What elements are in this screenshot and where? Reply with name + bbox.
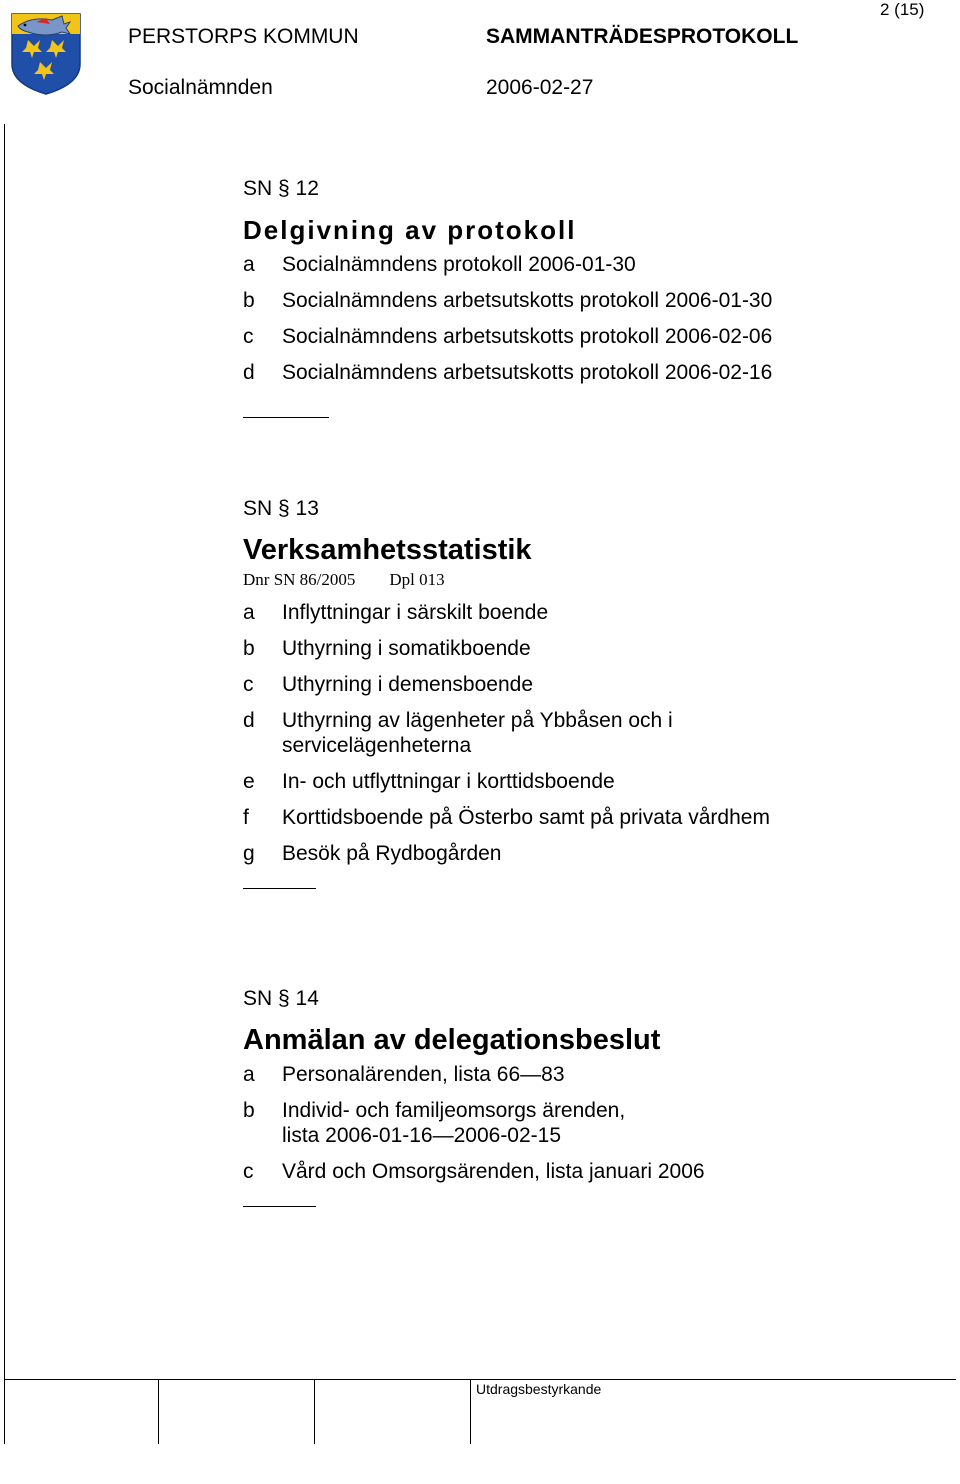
item-text: Inflyttningar i särskilt boende [282,601,549,624]
section-ref: SN § 13 [243,497,319,520]
item-text: Uthyrning i demensboende [282,673,533,696]
item-letter: c [243,1160,254,1183]
list-item [243,708,943,758]
dnr-label: Dnr SN 86/2005 [243,570,356,589]
list-item [243,288,943,313]
list-item [243,600,943,625]
item-letter: a [243,1063,255,1086]
item-text: Socialnämndens arbetsutskotts protokoll 2006-02-16 [282,361,773,384]
section-separator [243,888,316,889]
list-item [243,1098,943,1148]
document-meta [243,570,943,590]
section-separator [243,1206,316,1207]
item-text: Personalärenden, lista 66—83 [282,1063,565,1086]
section-sn-12 [243,176,943,418]
item-text: Socialnämndens protokoll 2006-01-30 [282,253,636,276]
section-separator [243,417,329,418]
item-text: Socialnämndens arbetsutskotts protokoll 2006-02-06 [282,325,773,348]
left-margin-rule [4,124,5,1444]
item-letter: b [243,1099,255,1122]
item-text: Vård och Omsorgsärenden, lista januari 2006 [282,1160,705,1183]
item-list [243,1062,943,1184]
item-letter: f [243,806,249,829]
page-number: 2 (15) [880,0,925,19]
item-text: Besök på Rydbogården [282,842,502,865]
footer-attestation-label: Utdragsbestyrkande [476,1381,602,1397]
footer-box-divider [470,1379,471,1444]
list-item [243,324,943,349]
item-text: Individ- och familjeomsorgs ärenden, lista 2006-01-16—2006-02-15 [282,1099,626,1147]
list-item [243,841,943,866]
item-text: Korttidsboende på Österbo samt på privata vårdhem [282,806,770,829]
item-letter: c [243,673,254,696]
organization-name: PERSTORPS KOMMUN [128,25,359,48]
section-title: Anmälan av delegationsbeslut [243,1024,661,1056]
item-text: In- och utflyttningar i korttidsboende [282,770,615,793]
list-item [243,805,943,830]
list-item [243,769,943,794]
item-text: Socialnämndens arbetsutskotts protokoll 2006-01-30 [282,289,773,312]
footer-box-divider [158,1379,159,1444]
item-text: Uthyrning av lägenheter på Ybbåsen och i servicelägenheterna [282,709,673,757]
list-item [243,1062,943,1087]
item-list [243,252,943,385]
item-letter: c [243,325,254,348]
item-letter: b [243,289,255,312]
section-title: Delgivning av protokoll [243,215,577,245]
list-item [243,672,943,697]
list-item [243,252,943,277]
committee-name: Socialnämnden [128,76,273,99]
section-sn-13 [243,496,943,889]
item-letter: d [243,361,255,384]
coat-of-arms-icon [10,12,82,96]
item-text: Uthyrning i somatikboende [282,637,531,660]
item-letter: g [243,842,255,865]
item-letter: a [243,253,255,276]
list-item [243,1159,943,1184]
item-letter: b [243,637,255,660]
footer-box-divider [314,1379,315,1444]
footer-rule [4,1379,956,1380]
list-item [243,636,943,661]
item-letter: e [243,770,255,793]
dpl-label: Dpl 013 [389,570,445,589]
document-type: SAMMANTRÄDESPROTOKOLL [486,25,799,48]
list-item [243,360,943,385]
section-title: Verksamhetsstatistik [243,534,532,566]
section-ref: SN § 12 [243,177,319,200]
section-sn-14 [243,986,943,1207]
item-letter: a [243,601,255,624]
item-list [243,600,943,866]
meeting-date: 2006-02-27 [486,76,594,99]
section-ref: SN § 14 [243,987,319,1010]
item-letter: d [243,709,255,732]
